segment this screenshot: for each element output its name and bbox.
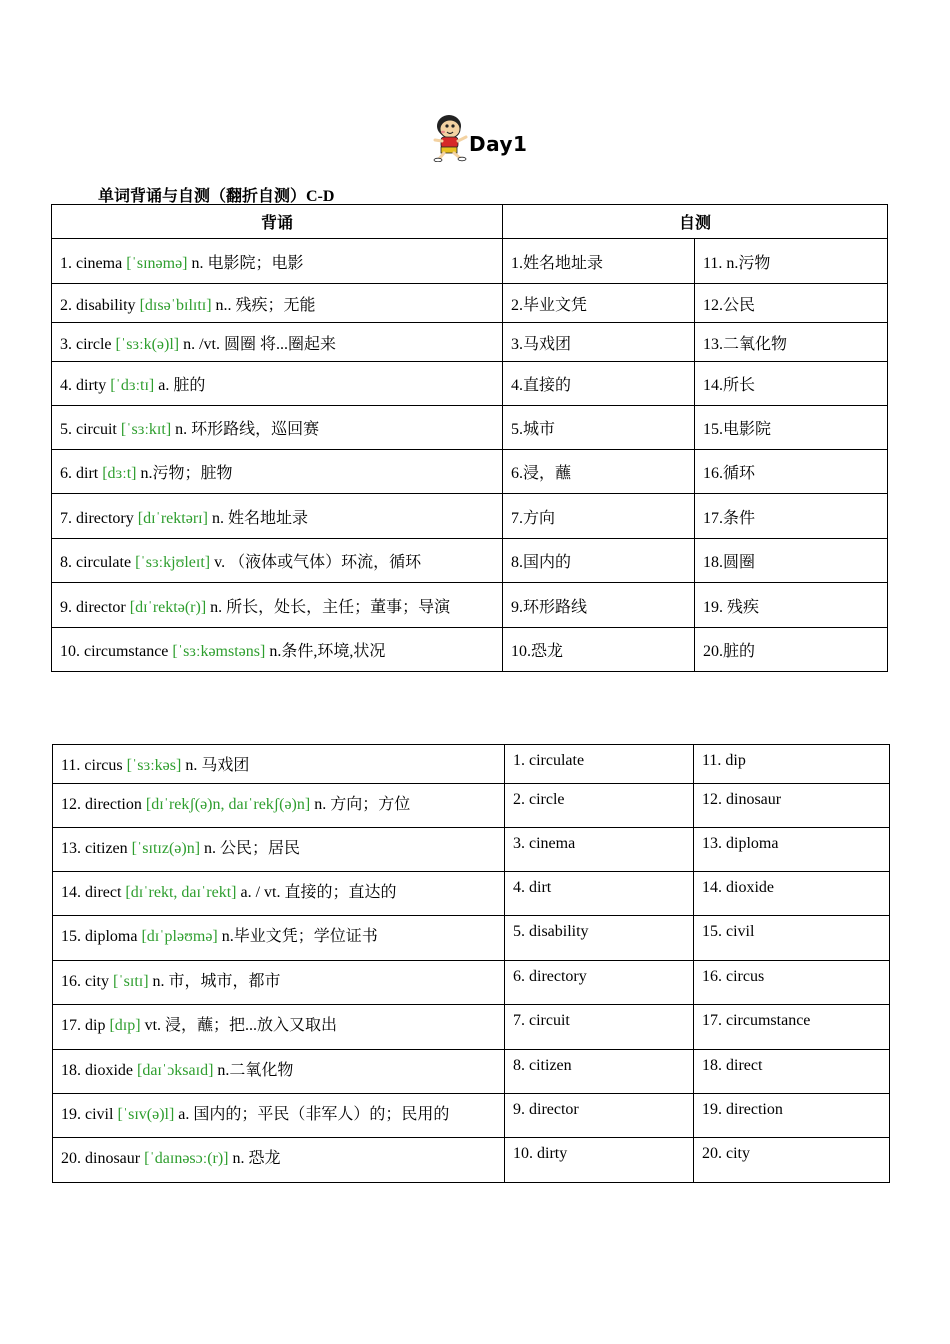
word-entry-cell <box>52 583 503 628</box>
self-test-cell: 7.方向 <box>503 494 695 539</box>
entry-number: 18. <box>61 1062 81 1079</box>
entry-meaning: a. / vt. 直接的；直达的 <box>240 884 397 901</box>
entry-phonetic: [dɪˈrektərɪ] <box>137 509 208 527</box>
entry-meaning: a. 国内的；平民（非军人）的；民用的 <box>178 1106 450 1123</box>
vocabulary-table-2 <box>52 744 890 1183</box>
entry-word: circle <box>76 335 112 353</box>
self-test-cell: 20. city <box>694 1138 890 1183</box>
entry-word: circulate <box>76 554 132 571</box>
self-test-cell: 19. direction <box>694 1094 890 1138</box>
entry-number: 14. <box>61 884 81 901</box>
self-test-cell: 17. circumstance <box>694 1005 890 1050</box>
entry-word: direction <box>85 796 142 813</box>
entry-meaning: n. 所长，处长，主任；董事；导演 <box>210 598 451 616</box>
entry-number: 11. <box>61 757 81 774</box>
self-test-cell: 6.浸，蘸 <box>503 450 695 494</box>
entry-meaning: vt. 浸，蘸；把...放入又取出 <box>144 1017 338 1034</box>
entry-word: city <box>85 973 109 990</box>
entry-meaning: n. 马戏团 <box>185 757 250 774</box>
self-test-cell: 5. disability <box>505 916 694 961</box>
self-test-cell: 3. cinema <box>505 828 694 872</box>
self-test-cell: 16.循环 <box>695 450 888 494</box>
word-entry-cell <box>53 1005 505 1050</box>
entry-phonetic: [ˈsɜːkɪt] <box>120 421 172 438</box>
table-row <box>53 784 890 828</box>
entry-phonetic: [ˈdɜːtɪ] <box>110 377 155 394</box>
self-test-cell: 15. civil <box>694 916 890 961</box>
self-test-cell: 4. dirt <box>505 872 694 916</box>
entry-number: 5. <box>60 421 72 438</box>
cartoon-boy-icon <box>429 112 473 162</box>
self-test-cell: 8.国内的 <box>503 539 695 583</box>
table-row <box>53 872 890 916</box>
entry-word: circumstance <box>84 643 169 660</box>
self-test-cell: 2.毕业文凭 <box>503 284 695 323</box>
self-test-cell: 13.二氧化物 <box>695 323 888 362</box>
self-test-cell: 4.直接的 <box>503 362 695 406</box>
self-test-cell: 11. n.污物 <box>695 239 888 284</box>
title-block <box>425 108 565 168</box>
entry-meaning: n.条件,环境,状况 <box>269 643 386 660</box>
word-entry-cell <box>53 784 505 828</box>
self-test-cell: 7. circuit <box>505 1005 694 1050</box>
self-test-cell: 9. director <box>505 1094 694 1138</box>
entry-phonetic: [dɪˈpləʊmə] <box>141 928 218 945</box>
self-test-cell: 2. circle <box>505 784 694 828</box>
table-row <box>52 362 888 406</box>
self-test-cell: 19. 残疾 <box>695 583 888 628</box>
entry-number: 7. <box>60 509 72 527</box>
table-row <box>53 828 890 872</box>
entry-meaning: n. 电影院；电影 <box>191 254 304 272</box>
table-row <box>52 450 888 494</box>
self-test-cell: 9.环形路线 <box>503 583 695 628</box>
word-entry-cell <box>53 1050 505 1094</box>
table-row <box>52 323 888 362</box>
entry-phonetic: [ˈsɜːkəs] <box>126 757 182 774</box>
entry-phonetic: [dɪsəˈbɪlɪtɪ] <box>139 296 212 314</box>
entry-meaning: n.毕业文凭；学位证书 <box>221 928 378 945</box>
self-test-cell: 3.马戏团 <box>503 323 695 362</box>
table-row <box>52 239 888 284</box>
entry-word: cinema <box>76 254 123 272</box>
entry-meaning: a. 脏的 <box>158 377 206 394</box>
word-entry-cell <box>53 916 505 961</box>
entry-phonetic: [ˈsɜːkəmstəns] <box>172 643 266 660</box>
entry-number: 20. <box>61 1150 81 1167</box>
entry-phonetic: [ˈdaɪnəsɔː(r)] <box>144 1150 229 1167</box>
table-row <box>53 1094 890 1138</box>
self-test-cell: 18.圆圈 <box>695 539 888 583</box>
self-test-cell: 13. diploma <box>694 828 890 872</box>
word-entry-cell <box>52 628 503 672</box>
entry-phonetic: [daɪˈɔksaɪd] <box>137 1062 214 1079</box>
entry-word: dioxide <box>85 1062 133 1079</box>
table-row <box>53 1050 890 1094</box>
recite-header: 背诵 <box>52 205 503 239</box>
table-header-row <box>52 205 888 239</box>
self-test-header: 自测 <box>503 205 888 239</box>
word-entry-cell <box>52 539 503 583</box>
entry-word: civil <box>85 1106 114 1123</box>
entry-phonetic: [dɪˈrekt, daɪˈrekt] <box>125 884 237 901</box>
section-heading: 单词背诵与自测（翻折自测）C-D <box>98 188 335 205</box>
self-test-cell: 17.条件 <box>695 494 888 539</box>
word-entry-cell <box>52 406 503 450</box>
table-row <box>53 1138 890 1183</box>
table-row <box>52 583 888 628</box>
entry-meaning: n. 环形路线，巡回赛 <box>175 421 320 438</box>
entry-word: circus <box>84 757 123 774</box>
entry-phonetic: [ˈsɪtɪz(ə)n] <box>131 840 201 857</box>
table-row <box>52 539 888 583</box>
word-entry-cell <box>53 745 505 784</box>
self-test-cell: 10.恐龙 <box>503 628 695 672</box>
entry-phonetic: [ˈsɪnəmə] <box>126 254 188 272</box>
word-entry-cell <box>52 450 503 494</box>
self-test-cell: 18. direct <box>694 1050 890 1094</box>
table-row <box>53 916 890 961</box>
self-test-cell: 12.公民 <box>695 284 888 323</box>
entry-number: 6. <box>60 465 72 482</box>
vocabulary-table-1 <box>51 204 888 672</box>
entry-word: diploma <box>85 928 138 945</box>
entry-phonetic: [dɪp] <box>109 1017 141 1034</box>
entry-word: director <box>76 598 126 616</box>
entry-meaning: n.二氧化物 <box>217 1062 294 1079</box>
entry-meaning: n. 公民；居民 <box>204 840 301 857</box>
entry-phonetic: [dɜːt] <box>102 465 137 482</box>
entry-number: 1. <box>60 254 72 272</box>
self-test-cell: 1. circulate <box>505 745 694 784</box>
entry-word: circuit <box>76 421 117 438</box>
table-row <box>53 745 890 784</box>
entry-meaning: n. 市，城市，都市 <box>152 973 281 990</box>
self-test-cell: 1.姓名地址录 <box>503 239 695 284</box>
entry-number: 10. <box>60 643 80 660</box>
table-row <box>53 1005 890 1050</box>
entry-word: disability <box>76 296 136 314</box>
entry-number: 2. <box>60 296 72 314</box>
table-row <box>52 628 888 672</box>
self-test-cell: 14.所长 <box>695 362 888 406</box>
entry-word: dinosaur <box>85 1150 141 1167</box>
word-entry-cell <box>53 961 505 1005</box>
word-entry-cell <box>52 284 503 323</box>
entry-number: 13. <box>61 840 81 857</box>
table-row <box>53 961 890 1005</box>
entry-word: dirt <box>76 465 99 482</box>
word-entry-cell <box>52 323 503 362</box>
table-row <box>52 494 888 539</box>
self-test-cell: 11. dip <box>694 745 890 784</box>
entry-phonetic: [ˈsɜːk(ə)l] <box>115 335 180 353</box>
entry-number: 12. <box>61 796 81 813</box>
entry-word: direct <box>85 884 122 901</box>
entry-meaning: v. （液体或气体）环流，循环 <box>214 554 422 571</box>
entry-phonetic: [dɪˈrekʃ(ə)n, daɪˈrekʃ(ə)n] <box>145 796 311 813</box>
word-entry-cell <box>52 362 503 406</box>
entry-phonetic: [ˈsɜːkjʊleɪt] <box>135 554 211 571</box>
entry-phonetic: [ˈsɪv(ə)l] <box>117 1106 175 1123</box>
word-entry-cell <box>53 1094 505 1138</box>
entry-meaning: n. 姓名地址录 <box>211 509 308 527</box>
entry-number: 16. <box>61 973 81 990</box>
entry-phonetic: [dɪˈrektə(r)] <box>129 598 207 616</box>
entry-word: directory <box>76 509 134 527</box>
table-row <box>52 406 888 450</box>
entry-phonetic: [ˈsɪtɪ] <box>113 973 149 990</box>
self-test-cell: 12. dinosaur <box>694 784 890 828</box>
word-entry-cell <box>52 239 503 284</box>
self-test-cell: 10. dirty <box>505 1138 694 1183</box>
self-test-cell: 6. directory <box>505 961 694 1005</box>
entry-number: 19. <box>61 1106 81 1123</box>
self-test-cell: 16. circus <box>694 961 890 1005</box>
entry-meaning: n. 方向；方位 <box>314 796 411 813</box>
self-test-cell: 20.脏的 <box>695 628 888 672</box>
entry-number: 15. <box>61 928 81 945</box>
entry-word: citizen <box>85 840 128 857</box>
word-entry-cell <box>52 494 503 539</box>
entry-meaning: n.污物；脏物 <box>140 465 233 482</box>
word-entry-cell <box>53 1138 505 1183</box>
entry-meaning: n. 恐龙 <box>232 1150 281 1167</box>
entry-number: 3. <box>60 335 72 353</box>
entry-word: dip <box>85 1017 106 1034</box>
entry-number: 17. <box>61 1017 81 1034</box>
self-test-cell: 15.电影院 <box>695 406 888 450</box>
page-title: Day1 <box>469 132 528 156</box>
self-test-cell: 5.城市 <box>503 406 695 450</box>
entry-number: 8. <box>60 554 72 571</box>
self-test-cell: 14. dioxide <box>694 872 890 916</box>
self-test-cell: 8. citizen <box>505 1050 694 1094</box>
entry-meaning: n. /vt. 圆圈 将...圈起来 <box>183 335 337 353</box>
entry-meaning: n.. 残疾；无能 <box>215 296 316 314</box>
entry-number: 4. <box>60 377 72 394</box>
entry-number: 9. <box>60 598 72 616</box>
word-entry-cell <box>53 828 505 872</box>
entry-word: dirty <box>76 377 107 394</box>
word-entry-cell <box>53 872 505 916</box>
table-row <box>52 284 888 323</box>
